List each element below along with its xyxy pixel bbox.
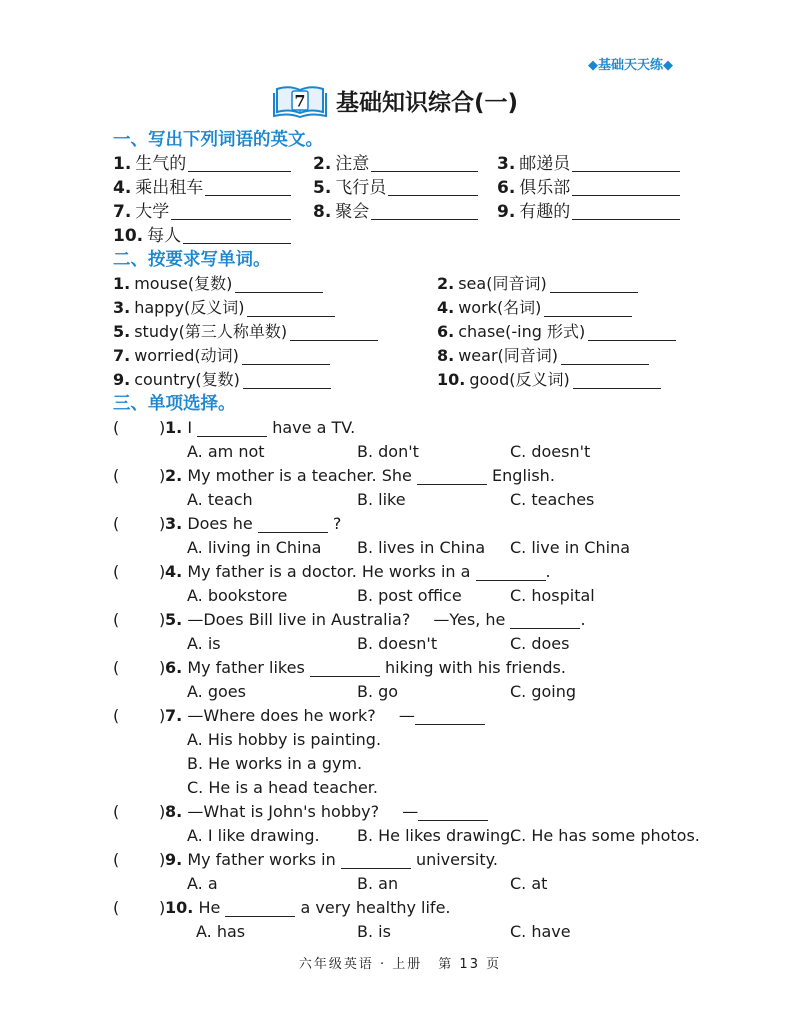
- answer-slot[interactable]: [122, 707, 158, 725]
- item-number: 6.: [437, 322, 455, 341]
- answer-bracket-close: ): [159, 610, 166, 629]
- answer-slot[interactable]: [122, 803, 158, 821]
- word-form-item-9: [113, 368, 331, 392]
- answer-blank[interactable]: [588, 326, 676, 341]
- option-a: A. has: [196, 922, 246, 941]
- page-number: 第 13 页: [438, 957, 502, 972]
- vocab-row-2: [113, 176, 703, 200]
- option-c: C. live in China: [510, 538, 631, 557]
- item-number: 5.: [313, 178, 332, 198]
- question-number: 4.: [165, 562, 183, 581]
- answer-blank[interactable]: [242, 350, 330, 365]
- options-9: [113, 872, 703, 896]
- question-text: He: [198, 898, 221, 917]
- answer-bracket-open: (: [113, 466, 120, 485]
- answer-slot[interactable]: [122, 611, 158, 629]
- option-b: B. lives in China: [357, 538, 486, 557]
- dialog-reply: —Yes, he: [433, 610, 506, 629]
- question-text: .: [545, 562, 551, 581]
- option-c: C. hospital: [510, 586, 595, 605]
- vocab-item-2: [313, 152, 478, 176]
- dialog-prompt: —What is John's hobby?: [187, 802, 380, 821]
- item-number: 3.: [113, 298, 131, 317]
- answer-blank[interactable]: [510, 614, 580, 629]
- answer-bracket-open: (: [113, 898, 120, 917]
- word-form-item-1: [113, 272, 323, 296]
- vocab-row-4: [113, 224, 703, 248]
- word-form-item-8: [437, 344, 649, 368]
- item-number: 10.: [113, 226, 144, 246]
- question-number: 3.: [165, 514, 183, 533]
- item-prompt: work(名词): [458, 298, 542, 317]
- question-9: [113, 848, 703, 872]
- item-number: 10.: [437, 370, 466, 389]
- option-c: C. He is a head teacher.: [187, 778, 378, 797]
- question-number: 9.: [165, 850, 183, 869]
- answer-blank[interactable]: [371, 205, 478, 220]
- answer-bracket-open: (: [113, 562, 120, 581]
- question-text: a very healthy life.: [300, 898, 451, 917]
- question-text: Does he: [187, 514, 253, 533]
- answer-blank[interactable]: [388, 181, 478, 196]
- options-6: [113, 680, 703, 704]
- option-a: A. am not: [187, 442, 265, 461]
- question-body: [165, 848, 498, 872]
- item-prompt: 飞行员: [335, 178, 387, 198]
- question-text: .: [580, 610, 586, 629]
- vocab-item-3: [497, 152, 680, 176]
- dialog-reply: —: [402, 802, 419, 821]
- answer-blank[interactable]: [561, 350, 649, 365]
- question-6: [113, 656, 703, 680]
- section-2-heading: 二、按要求写单词。: [113, 250, 271, 270]
- answer-blank[interactable]: [197, 422, 267, 437]
- option-c: C. have: [510, 922, 571, 941]
- answer-bracket-close: ): [159, 514, 166, 533]
- answer-blank[interactable]: [550, 278, 638, 293]
- answer-blank[interactable]: [476, 566, 546, 581]
- book-name: 六年级英语 · 上册: [298, 957, 423, 972]
- lesson-book-icon: [271, 83, 329, 121]
- option-c: C. going: [510, 682, 577, 701]
- answer-blank[interactable]: [290, 326, 378, 341]
- item-prompt: good(反义词): [469, 370, 570, 389]
- item-prompt: chase(-ing 形式): [458, 322, 586, 341]
- word-form-item-2: [437, 272, 638, 296]
- question-body: [165, 560, 551, 584]
- answer-blank[interactable]: [415, 710, 485, 725]
- question-body: [165, 704, 485, 728]
- lesson-number: 7: [294, 91, 306, 111]
- option-a: A. goes: [187, 682, 246, 701]
- item-number: 2.: [437, 274, 455, 293]
- question-body: [165, 608, 586, 632]
- item-prompt: sea(同音词): [458, 274, 547, 293]
- options-3: [113, 536, 703, 560]
- answer-slot[interactable]: [122, 659, 158, 677]
- item-number: 1.: [113, 274, 131, 293]
- answer-bracket-open: (: [113, 610, 120, 629]
- word-form-row-2: [113, 296, 703, 320]
- question-10: [113, 896, 703, 920]
- item-prompt: 大学: [135, 202, 170, 222]
- options-5: [113, 632, 703, 656]
- item-prompt: 有趣的: [519, 202, 571, 222]
- question-number: 6.: [165, 658, 183, 677]
- option-b: B. don't: [357, 442, 419, 461]
- question-3: [113, 512, 703, 536]
- answer-bracket-close: ): [159, 562, 166, 581]
- vocab-row-3: [113, 200, 703, 224]
- answer-slot[interactable]: [122, 899, 158, 917]
- answer-blank[interactable]: [225, 902, 295, 917]
- item-prompt: 注意: [335, 154, 370, 174]
- question-number: 2.: [165, 466, 183, 485]
- item-prompt: wear(同音词): [458, 346, 559, 365]
- question-text: university.: [415, 850, 498, 869]
- option-b: B. He works in a gym.: [187, 754, 363, 773]
- item-number: 3.: [497, 154, 516, 174]
- answer-bracket-open: (: [113, 706, 120, 725]
- question-text: I: [187, 418, 193, 437]
- answer-blank[interactable]: [572, 181, 680, 196]
- vocab-item-8: [313, 200, 478, 224]
- page-footer: [0, 956, 800, 974]
- word-form-item-6: [437, 320, 676, 344]
- option-b: B. like: [357, 490, 406, 509]
- answer-bracket-close: ): [159, 898, 166, 917]
- answer-blank[interactable]: [573, 374, 661, 389]
- options-7-c: [113, 776, 703, 800]
- question-body: [165, 656, 566, 680]
- options-7-a: [113, 728, 703, 752]
- item-prompt: 俱乐部: [519, 178, 571, 198]
- item-number: 2.: [313, 154, 332, 174]
- options-2: [113, 488, 703, 512]
- question-text: ?: [332, 514, 342, 533]
- item-number: 8.: [313, 202, 332, 222]
- word-form-row-1: [113, 272, 703, 296]
- question-body: [165, 512, 341, 536]
- item-prompt: 邮递员: [519, 154, 571, 174]
- word-form-row-5: [113, 368, 703, 392]
- item-number: 6.: [497, 178, 516, 198]
- item-number: 4.: [437, 298, 455, 317]
- word-form-item-5: [113, 320, 378, 344]
- question-5: [113, 608, 703, 632]
- vocab-item-4: [113, 176, 291, 200]
- answer-blank[interactable]: [572, 205, 680, 220]
- options-7-b: [113, 752, 703, 776]
- item-number: 1.: [113, 154, 132, 174]
- item-prompt: mouse(复数): [134, 274, 233, 293]
- answer-slot[interactable]: [122, 467, 158, 485]
- item-number: 8.: [437, 346, 455, 365]
- answer-blank[interactable]: [205, 181, 291, 196]
- question-number: 5.: [165, 610, 183, 629]
- question-body: [165, 416, 355, 440]
- question-body: [165, 464, 555, 488]
- answer-blank[interactable]: [418, 806, 488, 821]
- answer-slot[interactable]: [122, 563, 158, 581]
- options-1: [113, 440, 703, 464]
- item-prompt: happy(反义词): [134, 298, 245, 317]
- option-b: B. He likes drawing.: [357, 826, 516, 845]
- dialog-prompt: —Does Bill live in Australia?: [187, 610, 411, 629]
- option-b: B. an: [357, 874, 399, 893]
- item-prompt: 每人: [147, 226, 182, 246]
- item-prompt: worried(动词): [134, 346, 239, 365]
- question-text: English.: [492, 466, 555, 485]
- word-form-item-7: [113, 344, 330, 368]
- options-4: [113, 584, 703, 608]
- vocab-item-5: [313, 176, 478, 200]
- option-a: A. I like drawing.: [187, 826, 320, 845]
- answer-bracket-open: (: [113, 418, 120, 437]
- answer-bracket-close: ): [159, 802, 166, 821]
- option-c: C. does: [510, 634, 570, 653]
- word-form-item-4: [437, 296, 632, 320]
- answer-bracket-close: ): [159, 850, 166, 869]
- question-text: hiking with his friends.: [384, 658, 566, 677]
- question-1: [113, 416, 703, 440]
- answer-blank[interactable]: [417, 470, 487, 485]
- option-a: A. is: [187, 634, 221, 653]
- answer-blank[interactable]: [258, 518, 328, 533]
- answer-slot[interactable]: [122, 419, 158, 437]
- answer-blank[interactable]: [171, 205, 291, 220]
- question-text: My father works in: [187, 850, 336, 869]
- question-body: [165, 800, 488, 824]
- answer-bracket-close: ): [159, 418, 166, 437]
- answer-bracket-close: ): [159, 706, 166, 725]
- answer-bracket-close: ): [159, 466, 166, 485]
- options-8: [113, 824, 703, 848]
- option-a: A. His hobby is painting.: [187, 730, 382, 749]
- item-prompt: 生气的: [135, 154, 187, 174]
- option-a: A. teach: [187, 490, 253, 509]
- question-body: [165, 896, 451, 920]
- item-number: 4.: [113, 178, 132, 198]
- answer-blank[interactable]: [235, 278, 323, 293]
- question-text: My father is a doctor. He works in a: [187, 562, 471, 581]
- vocab-item-7: [113, 200, 291, 224]
- vocab-item-10: [113, 224, 291, 248]
- word-form-item-10: [437, 368, 661, 392]
- answer-blank[interactable]: [544, 302, 632, 317]
- answer-slot[interactable]: [122, 851, 158, 869]
- answer-blank[interactable]: [371, 157, 478, 172]
- dialog-prompt: —Where does he work?: [187, 706, 376, 725]
- question-2: [113, 464, 703, 488]
- word-form-item-3: [113, 296, 335, 320]
- question-number: 1.: [165, 418, 183, 437]
- option-b: B. is: [357, 922, 391, 941]
- answer-bracket-open: (: [113, 514, 120, 533]
- question-4: [113, 560, 703, 584]
- question-text: My mother is a teacher. She: [187, 466, 412, 485]
- item-prompt: country(复数): [134, 370, 240, 389]
- option-b: B. post office: [357, 586, 462, 605]
- answer-bracket-open: (: [113, 658, 120, 677]
- answer-blank[interactable]: [188, 157, 291, 172]
- option-b: B. doesn't: [357, 634, 438, 653]
- question-number: 7.: [165, 706, 183, 725]
- answer-blank[interactable]: [247, 302, 335, 317]
- option-a: A. a: [187, 874, 218, 893]
- option-c: C. doesn't: [510, 442, 591, 461]
- option-c: C. He has some photos.: [510, 826, 700, 845]
- answer-blank[interactable]: [572, 157, 680, 172]
- page-title: 基础知识综合(一): [336, 90, 519, 116]
- answer-blank[interactable]: [243, 374, 331, 389]
- dialog-reply: —: [398, 706, 415, 725]
- answer-slot[interactable]: [122, 515, 158, 533]
- question-8: [113, 800, 703, 824]
- options-10: [113, 920, 703, 944]
- option-c: C. at: [510, 874, 548, 893]
- item-number: 9.: [113, 370, 131, 389]
- answer-blank[interactable]: [341, 854, 411, 869]
- option-a: A. living in China: [187, 538, 322, 557]
- vocab-item-6: [497, 176, 680, 200]
- answer-blank[interactable]: [310, 662, 380, 677]
- vocab-row-1: [113, 152, 703, 176]
- item-prompt: 乘出租车: [135, 178, 204, 198]
- option-a: A. bookstore: [187, 586, 288, 605]
- vocab-item-9: [497, 200, 680, 224]
- answer-bracket-open: (: [113, 802, 120, 821]
- section-1-heading: 一、写出下列词语的英文。: [113, 130, 323, 150]
- item-number: 7.: [113, 346, 131, 365]
- item-number: 9.: [497, 202, 516, 222]
- question-text: My father likes: [187, 658, 305, 677]
- answer-bracket-close: ): [159, 658, 166, 677]
- answer-blank[interactable]: [183, 229, 291, 244]
- word-form-row-3: [113, 320, 703, 344]
- question-number: 8.: [165, 802, 183, 821]
- section-3-heading: 三、单项选择。: [113, 394, 236, 414]
- item-number: 7.: [113, 202, 132, 222]
- option-c: C. teaches: [510, 490, 595, 509]
- question-text: have a TV.: [272, 418, 356, 437]
- series-label: ◆基础天天练◆: [588, 58, 673, 73]
- question-number: 10.: [165, 898, 194, 917]
- vocab-item-1: [113, 152, 291, 176]
- question-7: [113, 704, 703, 728]
- option-b: B. go: [357, 682, 399, 701]
- worksheet-body: [113, 128, 703, 944]
- word-form-row-4: [113, 344, 703, 368]
- answer-bracket-open: (: [113, 850, 120, 869]
- item-number: 5.: [113, 322, 131, 341]
- item-prompt: study(第三人称单数): [134, 322, 288, 341]
- item-prompt: 聚会: [335, 202, 370, 222]
